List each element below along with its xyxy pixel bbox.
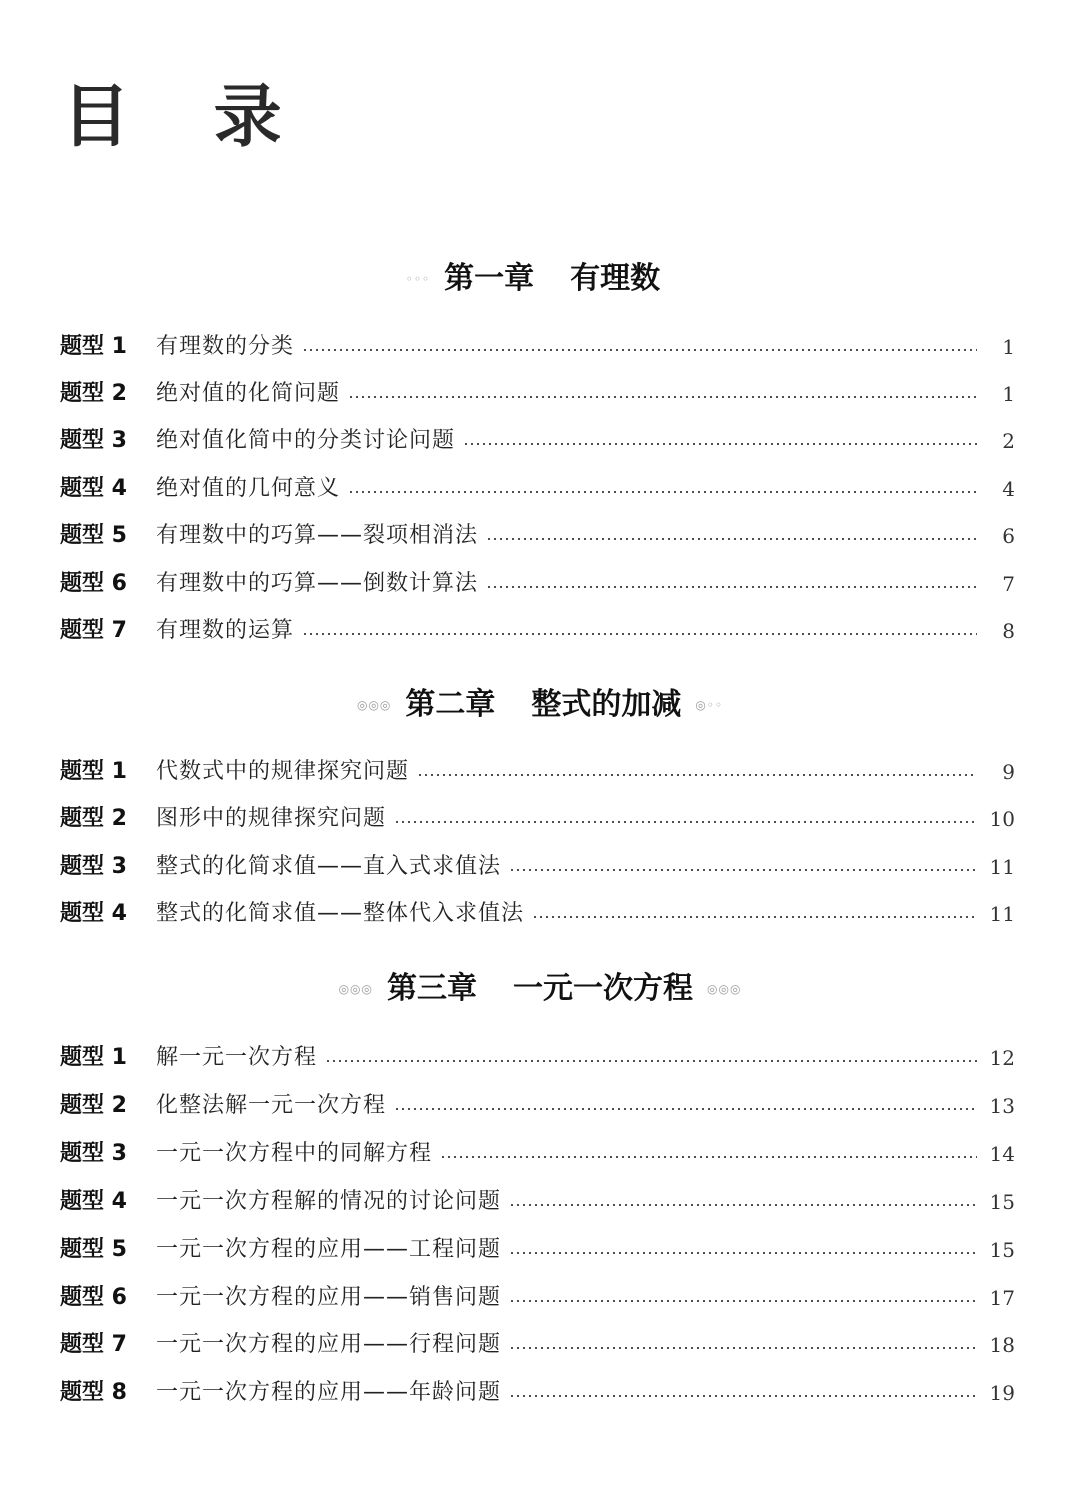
dot-leader xyxy=(509,1347,977,1349)
entry-label: 题型 1 xyxy=(60,334,127,359)
entry-title: 一元一次方程中的同解方程 xyxy=(156,1141,433,1166)
toc-entry[interactable] xyxy=(60,1088,1015,1124)
ornament-left: ◎◎◎ xyxy=(338,981,373,996)
entry-label: 题型 4 xyxy=(60,476,127,501)
entry-title: 绝对值的几何意义 xyxy=(156,476,341,501)
toc-entry[interactable] xyxy=(60,518,1015,554)
entry-label: 题型 2 xyxy=(60,806,127,831)
chapter-heading-1 xyxy=(0,258,1080,299)
toc-entry[interactable] xyxy=(60,376,1015,412)
entry-label: 题型 3 xyxy=(60,1141,127,1166)
ornament-left: ◦◦◦ xyxy=(405,271,431,286)
ornament-left: ◎◎◎ xyxy=(356,697,392,712)
entry-label: 题型 3 xyxy=(60,854,127,879)
entry-page-number: 2 xyxy=(1002,429,1015,453)
entry-title: 化整法解一元一次方程 xyxy=(156,1093,387,1118)
toc-entry[interactable] xyxy=(60,754,1015,790)
dot-leader xyxy=(509,1204,977,1206)
chapter-number: 第二章 xyxy=(405,686,496,722)
dot-leader xyxy=(509,869,977,871)
entry-page-number: 4 xyxy=(1002,477,1015,501)
dot-leader xyxy=(417,774,977,776)
entry-title: 绝对值的化简问题 xyxy=(156,381,341,406)
entry-title: 整式的化简求值——整体代入求值法 xyxy=(156,901,525,926)
toc-entry[interactable] xyxy=(60,1375,1015,1411)
entry-page-number: 15 xyxy=(989,1190,1015,1214)
entry-page-number: 1 xyxy=(1002,335,1015,359)
dot-leader xyxy=(348,491,977,493)
toc-entry[interactable] xyxy=(60,1040,1015,1076)
entry-title: 代数式中的规律探究问题 xyxy=(156,759,410,784)
entry-label: 题型 4 xyxy=(60,1189,127,1214)
toc-entry[interactable] xyxy=(60,1327,1015,1363)
entry-page-number: 8 xyxy=(1002,619,1015,643)
entry-label: 题型 5 xyxy=(60,1237,127,1262)
chapter-name: 有理数 xyxy=(570,260,661,296)
entry-title: 整式的化简求值——直入式求值法 xyxy=(156,854,502,879)
entry-page-number: 17 xyxy=(989,1286,1015,1310)
entry-page-number: 9 xyxy=(1002,760,1015,784)
chapter-number: 第三章 xyxy=(387,970,477,1006)
dot-leader xyxy=(463,443,977,445)
entry-page-number: 10 xyxy=(989,807,1015,831)
entry-title: 一元一次方程的应用——行程问题 xyxy=(156,1332,502,1357)
dot-leader xyxy=(486,586,977,588)
dot-leader xyxy=(440,1156,977,1158)
entry-title: 一元一次方程解的情况的讨论问题 xyxy=(156,1189,502,1214)
dot-leader xyxy=(348,396,977,398)
entry-page-number: 18 xyxy=(989,1333,1015,1357)
dot-leader xyxy=(509,1300,977,1302)
entry-page-number: 11 xyxy=(989,855,1015,879)
entry-label: 题型 2 xyxy=(60,1093,127,1118)
dot-leader xyxy=(532,916,977,918)
entry-label: 题型 7 xyxy=(60,1332,127,1357)
page-title: 目 录 xyxy=(62,78,312,157)
entry-label: 题型 6 xyxy=(60,1285,127,1310)
chapter-number: 第一章 xyxy=(444,260,535,296)
chapter-name: 一元一次方程 xyxy=(513,970,693,1006)
entry-label: 题型 8 xyxy=(60,1380,127,1405)
entry-title: 有理数的分类 xyxy=(156,334,295,359)
dot-leader xyxy=(302,349,977,351)
entry-page-number: 19 xyxy=(989,1381,1015,1405)
entry-title: 绝对值化简中的分类讨论问题 xyxy=(156,428,456,453)
ornament-right: ◎◦◦ xyxy=(695,697,724,712)
toc-entry[interactable] xyxy=(60,1232,1015,1268)
dot-leader xyxy=(509,1252,977,1254)
dot-leader xyxy=(509,1395,977,1397)
entry-title: 图形中的规律探究问题 xyxy=(156,806,387,831)
entry-page-number: 1 xyxy=(1002,382,1015,406)
dot-leader xyxy=(394,821,977,823)
ornament-right: ◎◎◎ xyxy=(707,981,742,996)
entry-title: 有理数中的巧算——倒数计算法 xyxy=(156,571,479,596)
entry-page-number: 13 xyxy=(989,1094,1015,1118)
toc-entry[interactable] xyxy=(60,471,1015,507)
entry-page-number: 7 xyxy=(1002,572,1015,596)
chapter-name: 整式的加减 xyxy=(531,686,682,722)
toc-entry[interactable] xyxy=(60,801,1015,837)
entry-page-number: 14 xyxy=(989,1142,1015,1166)
entry-page-number: 11 xyxy=(989,902,1015,926)
chapter-heading-2 xyxy=(0,684,1080,725)
entry-label: 题型 2 xyxy=(60,381,127,406)
entry-title: 一元一次方程的应用——销售问题 xyxy=(156,1285,502,1310)
entry-page-number: 6 xyxy=(1002,524,1015,548)
toc-entry[interactable] xyxy=(60,423,1015,459)
entry-label: 题型 7 xyxy=(60,618,127,643)
entry-label: 题型 5 xyxy=(60,523,127,548)
entry-page-number: 12 xyxy=(989,1046,1015,1070)
entry-label: 题型 4 xyxy=(60,901,127,926)
toc-entry[interactable] xyxy=(60,849,1015,885)
toc-entry[interactable] xyxy=(60,613,1015,649)
toc-entry[interactable] xyxy=(60,896,1015,932)
entry-label: 题型 6 xyxy=(60,571,127,596)
toc-entry[interactable] xyxy=(60,566,1015,602)
entry-title: 解一元一次方程 xyxy=(156,1045,318,1070)
entry-label: 题型 3 xyxy=(60,428,127,453)
dot-leader xyxy=(394,1108,977,1110)
entry-label: 题型 1 xyxy=(60,759,127,784)
entry-title: 一元一次方程的应用——年龄问题 xyxy=(156,1380,502,1405)
chapter-heading-3 xyxy=(0,968,1080,1009)
dot-leader xyxy=(302,633,977,635)
dot-leader xyxy=(325,1060,977,1062)
toc-entry[interactable] xyxy=(60,1136,1015,1172)
entry-title: 有理数的运算 xyxy=(156,618,295,643)
toc-entry[interactable] xyxy=(60,1184,1015,1220)
entry-title: 一元一次方程的应用——工程问题 xyxy=(156,1237,502,1262)
dot-leader xyxy=(486,538,977,540)
entry-page-number: 15 xyxy=(989,1238,1015,1262)
toc-entry[interactable] xyxy=(60,329,1015,365)
entry-label: 题型 1 xyxy=(60,1045,127,1070)
toc-entry[interactable] xyxy=(60,1280,1015,1316)
entry-title: 有理数中的巧算——裂项相消法 xyxy=(156,523,479,548)
